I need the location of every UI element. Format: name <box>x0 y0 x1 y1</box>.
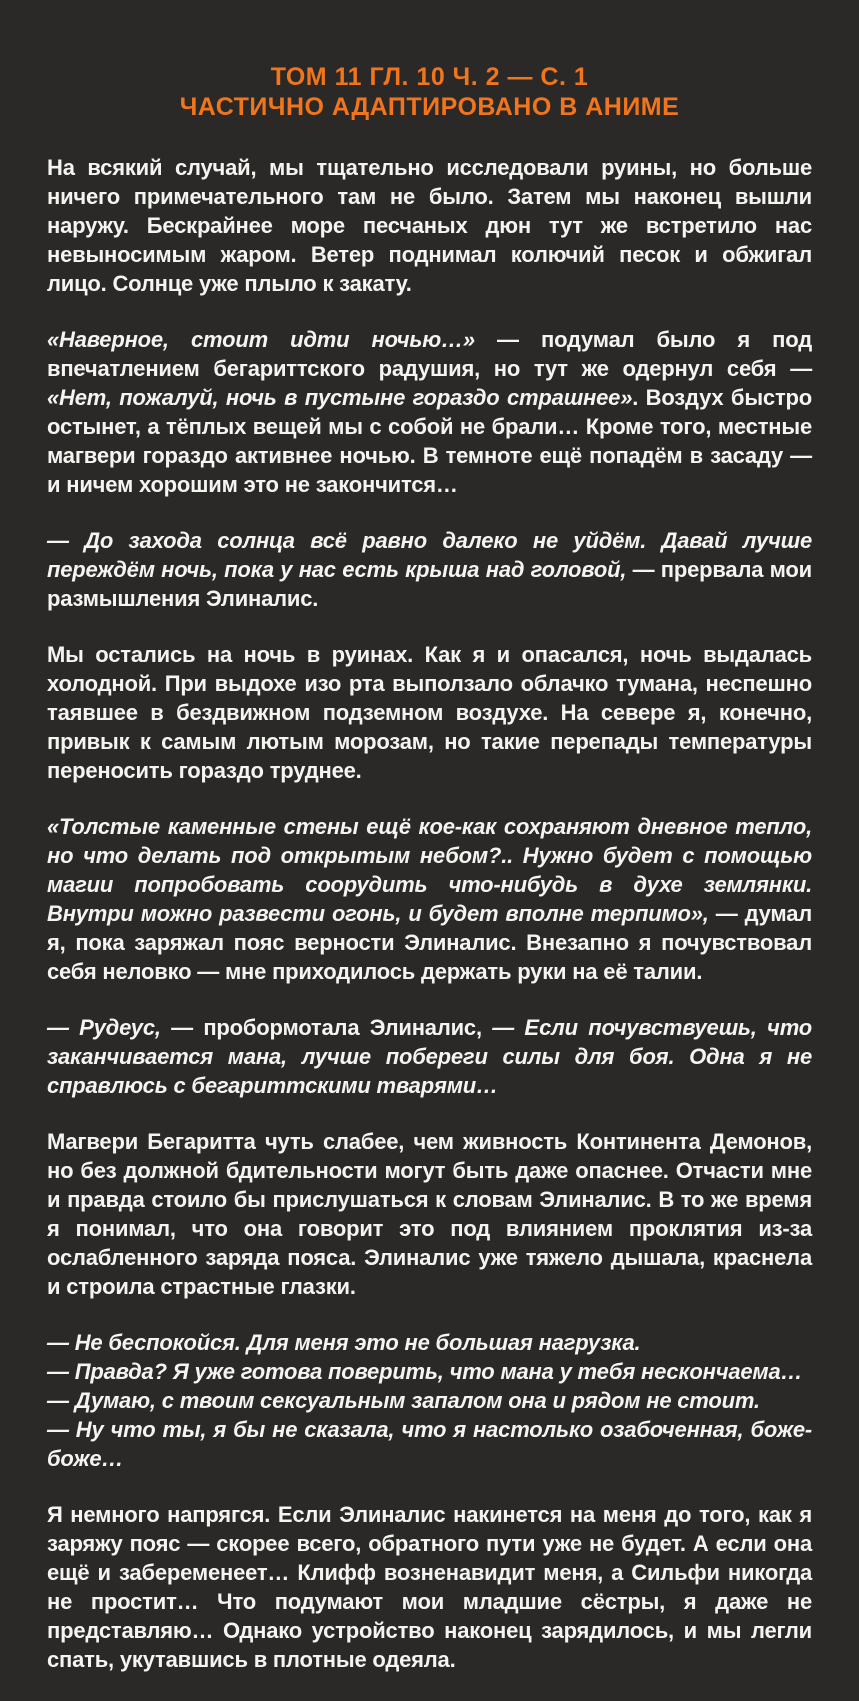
text-run: — прервала мои размышления Элиналис. <box>47 557 812 611</box>
paragraph <box>47 153 812 298</box>
italic-text-run: «Наверное, стоит идти ночью…» <box>47 327 475 352</box>
italic-text-run: — Ну что ты, я бы не сказала, что я настолько озабоченная, боже-боже… <box>47 1417 812 1471</box>
dialogue-line <box>47 1415 812 1473</box>
text-run: Я немного напрягся. Если Элиналис накинется на меня до того, как я заряжу пояс — скорее всего, обратного пути уже не будет. А если она ещё и забеременеет… Клифф возненавидит меня, а Сильфи никогда не простит… Что подумают мои младшие сёстры, я даже не представляю… Однако устройство наконец зарядилось, и мы легли спать, укутавшись в плотные одеяла. <box>47 1502 812 1672</box>
text-run: — думал я, пока заряжал пояс верности Элиналис. Внезапно я почувствовал себя неловко — мне приходилось держать руки на её талии. <box>47 901 813 984</box>
italic-text-run: — Рудеус, <box>47 1015 172 1040</box>
paragraph <box>47 1500 812 1674</box>
adaptation-note: ЧАСТИЧНО АДАПТИРОВАНО В АНИМЕ <box>179 93 680 121</box>
paragraph <box>47 1127 812 1301</box>
italic-text-run: «Нет, пожалуй, ночь в пустыне гораздо страшнее» <box>47 385 633 410</box>
paragraph <box>47 325 812 499</box>
paragraph <box>47 640 812 785</box>
text-run: — пробормотала Элиналис, <box>171 1015 493 1040</box>
paragraph <box>47 1013 812 1100</box>
page-header <box>47 62 812 122</box>
text-run: — подумал было я под впечатлением бегариттского радушия, но тут же одернул себя — <box>47 327 812 381</box>
italic-text-run: «Толстые каменные стены ещё кое-как сохраняют дневное тепло, но что делать под открытым небом?.. Нужно будет с помощью магии попробовать соорудить что-нибудь в духе землянки. Внутри можно развести огонь, и будет вполне терпимо», <box>47 814 812 926</box>
italic-text-run: — Думаю, с твоим сексуальным запалом она и рядом не стоит. <box>47 1388 760 1413</box>
italic-text-run: — Не беспокойся. Для меня это не большая нагрузка. <box>47 1330 641 1355</box>
italic-text-run: — Правда? Я уже готова поверить, что мана у тебя нескончаема… <box>47 1359 803 1384</box>
text-run: . Воздух быстро остынет, а тёплых вещей мы с собой не брали… Кроме того, местные магвери гораздо активнее ночью. В темноте ещё попадём в засаду — и ничем хорошим это не закончится… <box>47 385 812 497</box>
dialogue-line <box>47 1328 812 1357</box>
dialogue-line <box>47 1386 812 1415</box>
italic-text-run: — Если почувствуешь, что заканчивается мана, лучше побереги силы для боя. Одна я не справлюсь с бегариттскими тварями… <box>47 1015 812 1098</box>
text-run: На всякий случай, мы тщательно исследовали руины, но больше ничего примечательного там не было. Затем мы наконец вышли наружу. Бескрайнее море песчаных дюн тут же встретило нас невыносимым жаром. Ветер поднимал колючий песок и обжигал лицо. Солнце уже плыло к закату. <box>47 155 812 296</box>
paragraph <box>47 526 812 613</box>
dialogue-group <box>47 1328 812 1473</box>
dialogue-line <box>47 1357 812 1386</box>
italic-text-run: — До захода солнца всё равно далеко не уйдём. Давай лучше переждём ночь, пока у нас есть крыша над головой, <box>47 528 812 582</box>
chapter-title: ТОМ 11 ГЛ. 10 Ч. 2 — С. 1 <box>270 63 589 91</box>
text-run: Мы остались на ночь в руинах. Как я и опасался, ночь выдалась холодной. При выдохе изо рта выползало облачко тумана, неспешно таявшее в бездвижном подземном воздухе. На севере я, конечно, привык к самым лютым морозам, но такие перепады температуры переносить гораздо труднее. <box>47 642 812 783</box>
text-run: Магвери Бегаритта чуть слабее, чем живность Континента Демонов, но без должной бдительности могут быть даже опаснее. Отчасти мне и правда стоило бы прислушаться к словам Элиналис. В то же время я понимал, что она говорит это под влиянием проклятия из-за ослабленного заряда пояса. Элиналис уже тяжело дышала, краснела и строила страстные глазки. <box>47 1129 812 1299</box>
story-text <box>47 153 812 1674</box>
paragraph <box>47 812 812 986</box>
